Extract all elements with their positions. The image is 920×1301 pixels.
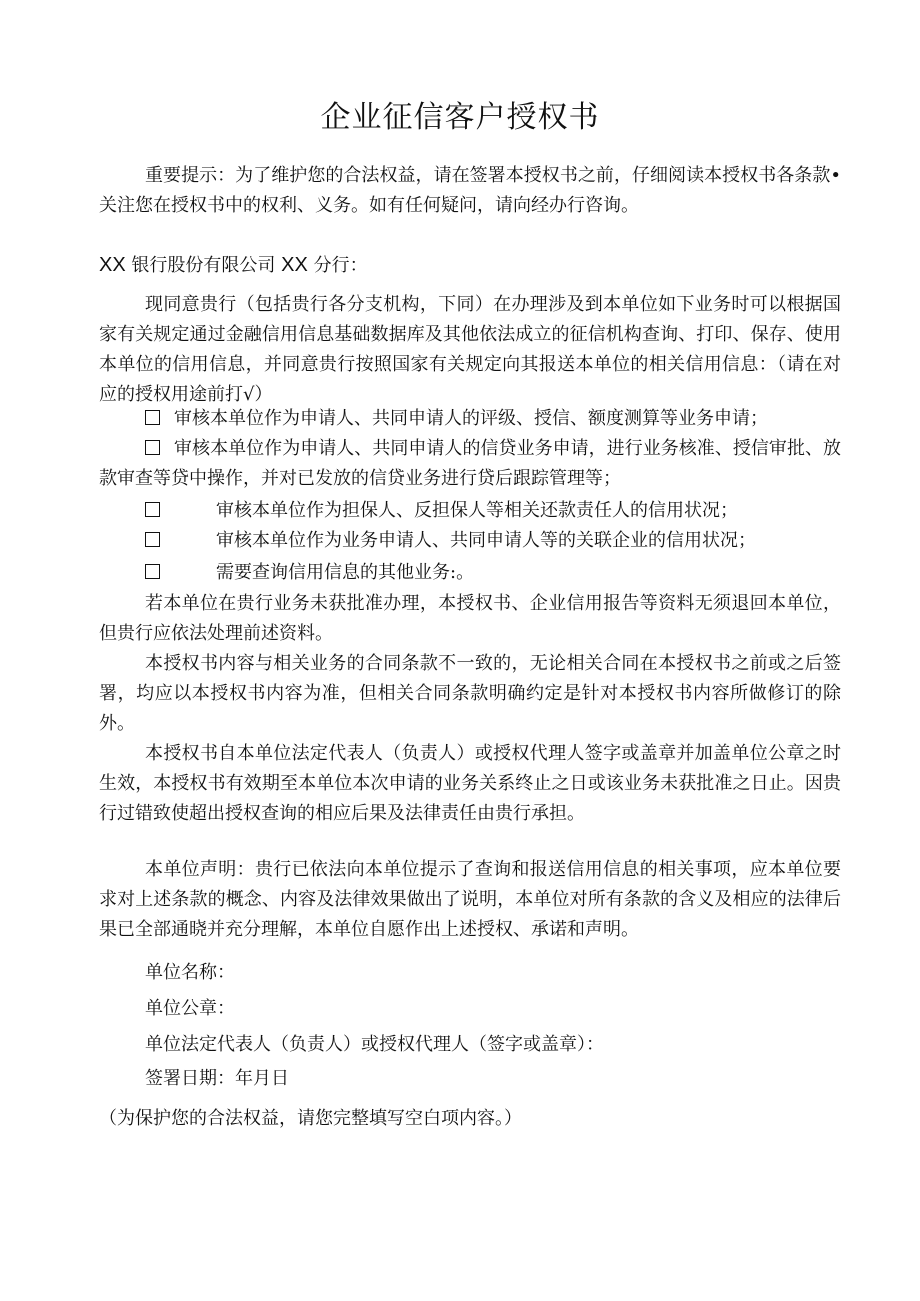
important-notice: 重要提示：为了维护您的合法权益，请在签署本授权书之前，仔细阅读本授权书各条款•关注您在授权书中的权利、义务。如有任何疑问，请向经办行咨询。 [99,165,841,216]
checkbox-icon[interactable] [145,564,160,579]
bank-placeholder: XX [99,254,126,276]
option-related-enterprise [99,526,841,556]
option-text: 审核本单位作为担保人、反担保人等相关还款责任人的信用状况； [216,500,738,521]
sign-date-label: 签署日期：年月日 [145,1068,289,1089]
option-rating-credit [99,404,841,434]
validity-paragraph: 本授权书自本单位法定代表人（负责人）或授权代理人签字或盖章并加盖单位公章之时生效，本授权书有效期至本单位本次申请的业务关系终止之日或该业务未获批准之日止。因贵行过错致使超出授权查询的相应后果及法律责任由贵行承担。 [99,743,841,824]
option-credit-business [99,434,841,494]
checkbox-icon[interactable] [145,502,160,517]
declaration-paragraph: 本单位声明：贵行已依法向本单位提示了查询和报送信用信息的相关事项，应本单位要求对上述条款的概念、内容及法律效果做出了说明，本单位对所有条款的含义及相应的法律后果已全部通晓并充分理解，本单位自愿作出上述授权、承诺和声明。 [99,859,841,940]
document-title: 企业征信客户授权书 [320,100,600,135]
option-guarantor [99,496,841,526]
option-other-business [99,558,841,588]
branch-suffix: 分行： [313,255,368,276]
unit-seal-label: 单位公章： [145,998,235,1019]
unit-name-label: 单位名称： [145,962,235,983]
consent-paragraph: 现同意贵行（包括贵行各分支机构，下同）在办理涉及到本单位如下业务时可以根据国家有关规定通过金融信用信息基础数据库及其他依法成立的征信机构查询、打印、保存、使用本单位的信用信息，并同意贵行按照国家有关规定向其报送本单位的相关信用信息：（请在对应的授权用途前打√） [99,294,841,405]
bank-name: 银行股份有限公司 [131,255,276,276]
not-approved-paragraph: 若本单位在贵行业务未获批准办理，本授权书、企业信用报告等资料无须退回本单位，但贵行应依法处理前述资料。 [99,593,841,644]
option-text: 需要查询信用信息的其他业务:。 [216,562,475,583]
option-text: 审核本单位作为申请人、共同申请人的评级、授信、额度测算等业务申请； [174,408,768,429]
representative-label: 单位法定代表人（负责人）或授权代理人（签字或盖章）： [145,1034,604,1055]
addressee-line [99,250,841,281]
footer-note: （为保护您的合法权益，请您完整填写空白项内容。） [99,1108,522,1129]
option-text: 审核本单位作为业务申请人、共同申请人等的关联企业的信用状况； [216,530,756,551]
checkbox-icon[interactable] [145,532,160,547]
branch-placeholder: XX [281,254,308,276]
checkbox-icon[interactable] [145,410,160,425]
checkbox-icon[interactable] [145,440,160,455]
conflict-paragraph: 本授权书内容与相关业务的合同条款不一致的，无论相关合同在本授权书之前或之后签署，均应以本授权书内容为准，但相关合同条款明确约定是针对本授权书内容所做修订的除外。 [99,653,841,734]
option-text: 审核本单位作为申请人、共同申请人的信贷业务申请，进行业务核准、授信审批、放款审查等贷中操作，并对已发放的信贷业务进行贷后跟踪管理等； [99,438,841,489]
